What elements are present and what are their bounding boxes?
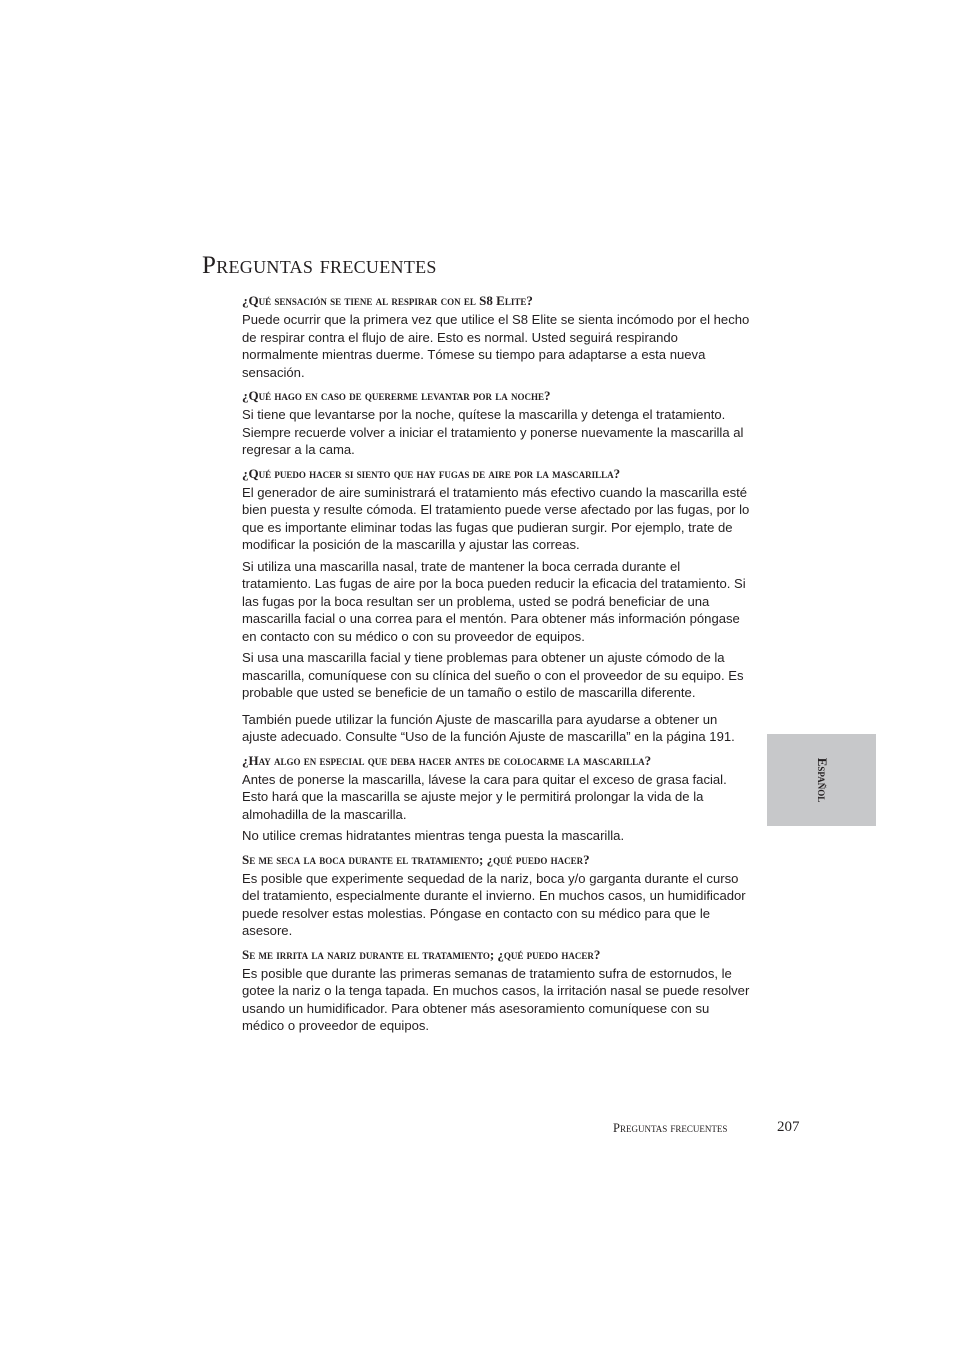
footer-section-title: Preguntas frecuentes xyxy=(613,1121,728,1135)
page-title: Preguntas frecuentes xyxy=(202,252,437,279)
faq-item-night-getup xyxy=(242,387,752,459)
faq-answer: Antes de ponerse la mascarilla, lávese la cara para quitar el exceso de grasa facial. Esto hará que la mascarilla se ajuste mejor y le permitirá prolongar la vida de la almohadilla de la mascarilla. xyxy=(242,771,727,822)
faq-question: ¿Qué puedo hacer si siento que hay fugas de aire por la mascarilla? xyxy=(242,465,621,481)
faq-answer: Es posible que durante las primeras semanas de tratamiento sufra de estornudos, le gotee la nariz o la tenga tapada. En muchos casos, la irritación nasal se puede resolver usando un humidificador. Para obtener más asesoramiento comuníquese con su médico o proveedor de equipos. xyxy=(242,965,750,1033)
faq-answer: No utilice cremas hidratantes mientras tenga puesta la mascarilla. xyxy=(242,828,625,843)
faq-answer: También puede utilizar la función Ajuste de mascarilla para ayudarse a obtener un ajuste adecuado. Consulte “Uso de la función Ajuste de mascarilla” en la página 191. xyxy=(242,711,735,744)
faq-question: ¿Hay algo en especial que deba hacer antes de colocarme la mascarilla? xyxy=(242,752,652,768)
faq-answer: Es posible que experimente sequedad de la nariz, boca y/o garganta durante el curso del tratamiento, especialmente durante el invierno. En muchos casos, un humidificador puede resolver estas molestias. Póngase en contacto con su médico para que le asesore. xyxy=(242,870,746,938)
faq-item-nose-irritation xyxy=(242,946,752,1035)
faq-item-mask-leaks xyxy=(242,465,752,746)
faq-question: ¿Qué hago en caso de quererme levantar por la noche? xyxy=(242,388,551,403)
faq-question: Se me irrita la nariz durante el tratamiento; ¿qué puedo hacer? xyxy=(242,946,601,962)
faq-answer: Si usa una mascarilla facial y tiene problemas para obtener un ajuste cómodo de la mascarilla, comuníquese con su clínica del sueño o con el proveedor de su equipo. Es probable que usted se beneficie de un tamaño o estilo de mascarilla diferente. xyxy=(242,650,744,700)
language-side-tab xyxy=(767,734,876,826)
faq-item-s8-sensation xyxy=(242,292,752,381)
faq-item-dry-mouth xyxy=(242,851,752,940)
faq-answer: Si utiliza una mascarilla nasal, trate de mantener la boca cerrada durante el tratamiento. Las fugas de aire por la boca pueden reducir la eficacia del tratamiento. Si las fugas por la boca resultan ser un problema, usted se podrá beneficiar de una mascarilla facial o una correa para el mentón. Para obtener más información póngase en contacto con su médico o con su proveedor de equipos. xyxy=(242,558,746,644)
faq-list xyxy=(242,292,752,1041)
faq-question: Se me seca la boca durante el tratamiento; ¿qué puedo hacer? xyxy=(242,851,590,867)
faq-question: ¿Qué sensación se tiene al respirar con el S8 Elite? xyxy=(242,293,533,308)
faq-answer: El generador de aire suministrará el tratamiento más efectivo cuando la mascarilla esté bien puesta y resulte cómoda. El tratamiento puede verse afectado por las fugas, por lo que es importante eliminar todas las fugas que pudieran surgir. Por ejemplo, trate de modificar la posición de la mascarilla y ajustar las correas. xyxy=(242,484,750,552)
language-side-tab-label: Español xyxy=(814,757,830,803)
page-number: 207 xyxy=(777,1119,800,1135)
faq-answer: Puede ocurrir que la primera vez que utilice el S8 Elite se sienta incómodo por el hecho de respirar contra el flujo de aire. Esto es normal. Usted seguirá respirando normalmente mientras duerme. Tómese su tiempo para adaptarse a esta nueva sensación. xyxy=(242,312,750,380)
faq-item-before-mask xyxy=(242,752,752,845)
faq-answer: Si tiene que levantarse por la noche, quítese la mascarilla y detenga el tratamiento. Siempre recuerde volver a iniciar el tratamiento y ponerse nuevamente la mascarilla al regresar a la cama. xyxy=(242,407,744,457)
